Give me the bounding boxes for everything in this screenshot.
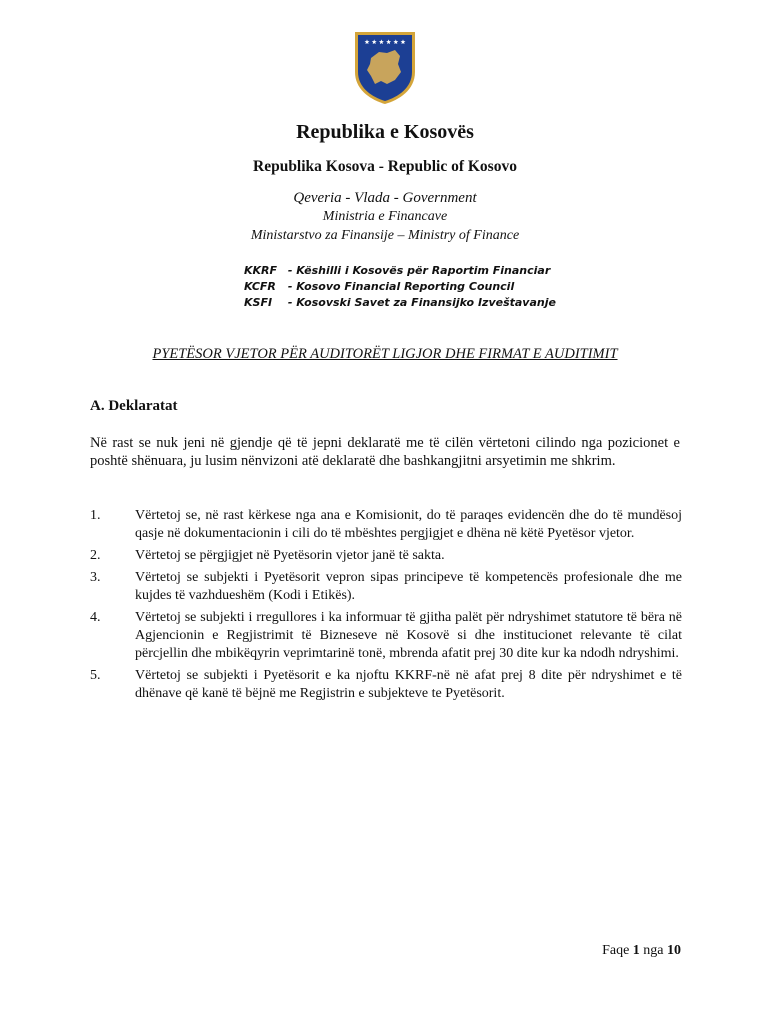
list-item-text: Vërtetoj se subjekti i Pyetësorit vepron sipas principeve të kompetencës profesionale dhe me kujdes të vazhdueshëm (Kodi i Etikës). bbox=[135, 570, 682, 603]
page-total: 10 bbox=[667, 943, 681, 958]
form-title: PYETËSOR VJETOR PËR AUDITORËT LIGJOR DHE FIRMAT E AUDITIMIT bbox=[152, 346, 618, 362]
council-abbr: KCFR bbox=[244, 280, 276, 293]
republic-title: Republika e Kosovës bbox=[296, 121, 474, 143]
council-abbr: KSFI bbox=[244, 296, 273, 309]
list-item-text: Vërtetoj se subjekti i rregullores i ka informuar të gjitha palët për ndryshimet statutore të bëra në Agjencionin e Regjistrimit të Bizneseve në Kosovë si dhe institucionet relevante të cilat përcjellin dhe mbikëqyrin veprimtarinë tonë, mbrenda afatit prej 30 dite kur ka ndodh ndryshimi. bbox=[135, 610, 682, 661]
declarations-list bbox=[90, 507, 682, 707]
page-separator: nga bbox=[643, 943, 664, 958]
list-item-number: 3. bbox=[90, 570, 101, 585]
page-number bbox=[602, 943, 681, 959]
council-name: - Kosovski Savet za Finansijko Izveštavanje bbox=[287, 296, 556, 309]
council-abbr: KKRF bbox=[244, 264, 278, 277]
list-item-number: 4. bbox=[90, 610, 101, 625]
page-prefix: Faqe bbox=[602, 943, 630, 958]
intro-paragraph: Në rast se nuk jeni në gjendje që të jepni deklaratë me të cilën vërtetoni cilindo nga pozicionet e poshtë shënuara, ju lusim nënvizoni atë deklaratë dhe bashkangjitni arsyetimin me shkrim. bbox=[90, 435, 680, 469]
list-item bbox=[90, 507, 682, 543]
list-item-number: 5. bbox=[90, 668, 101, 683]
list-item bbox=[90, 569, 682, 605]
list-item-number: 2. bbox=[90, 548, 101, 563]
council-name: - Kosovo Financial Reporting Council bbox=[287, 280, 515, 293]
ministry-name-sr-en: Ministarstvo za Finansije – Ministry of Finance bbox=[250, 228, 520, 243]
page-current: 1 bbox=[632, 943, 640, 958]
ministry-name-sq: Ministria e Financave bbox=[322, 209, 448, 224]
list-item bbox=[90, 547, 682, 565]
list-item-text: Vërtetoj se subjekti i Pyetësorit e ka njoftu KKRF-në në afat prej 8 dite për ndryshimet e të dhënave që kanë të bëjnë me Regjistrin e subjekteve te Pyetësorit. bbox=[135, 668, 682, 701]
council-row-sr bbox=[244, 295, 556, 311]
list-item bbox=[90, 609, 682, 663]
government-line: Qeveria - Vlada - Government bbox=[293, 190, 477, 206]
council-row-sq bbox=[244, 263, 556, 279]
council-row-en bbox=[244, 279, 556, 295]
republic-subtitle: Republika Kosova - Republic of Kosovo bbox=[253, 158, 517, 175]
council-name: - Këshilli i Kosovës për Raportim Financiar bbox=[287, 264, 551, 277]
kosovo-coat-of-arms-icon bbox=[351, 28, 419, 106]
list-item-text: Vërtetoj se përgjigjet në Pyetësorin vjetor janë të sakta. bbox=[135, 548, 445, 563]
list-item bbox=[90, 667, 682, 703]
section-heading: A. Deklaratat bbox=[90, 398, 178, 414]
list-item-text: Vërtetoj se, në rast kërkese nga ana e Komisionit, do të paraqes evidencën dhe do të mundësoj qasje në dokumentacionin i cili do të mbështes pergjigjet e dhëna në këtë Pyetësor vjetor. bbox=[135, 508, 682, 541]
list-item-number: 1. bbox=[90, 508, 101, 523]
council-block bbox=[244, 263, 556, 311]
